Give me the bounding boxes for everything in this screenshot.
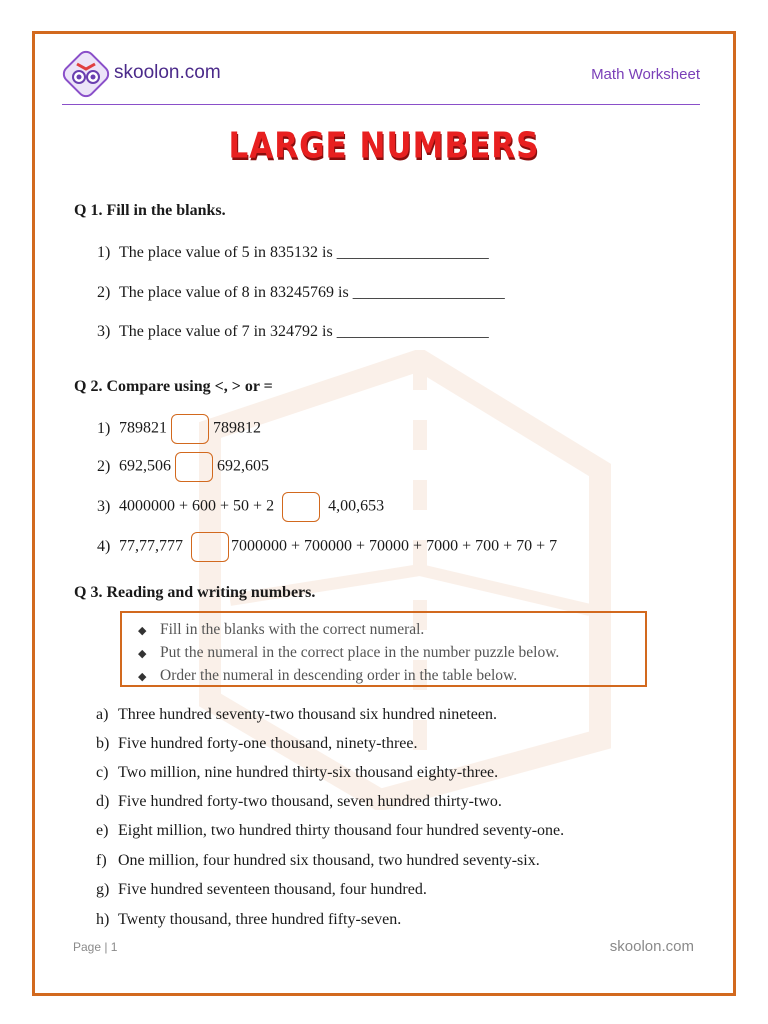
compare-right: 4,00,653 <box>328 497 385 515</box>
item-letter: c) <box>96 764 109 781</box>
instruction-item: ◆ Put the numeral in the correct place in the number puzzle below. <box>138 642 645 665</box>
item-text: The place value of 7 in 324792 is ___________________ <box>119 323 489 340</box>
q3-item <box>96 793 502 811</box>
compare-left: 4000000 + 600 + 50 + 2 <box>119 497 275 515</box>
item-number: 3) <box>97 497 111 515</box>
item-text: Five hundred seventeen thousand, four hundred. <box>118 881 427 898</box>
item-letter: d) <box>96 793 110 810</box>
item-text: Three hundred seventy-two thousand six hundred nineteen. <box>118 706 498 723</box>
q2-item <box>97 452 269 482</box>
item-text: Two million, nine hundred thirty-six thousand eighty-three. <box>118 764 499 781</box>
q2-item <box>97 532 557 562</box>
instructions-box <box>120 611 647 687</box>
owl-logo-icon <box>62 50 110 98</box>
item-text: The place value of 8 in 83245769 is ___________________ <box>119 284 505 301</box>
instruction-item: ◆ Fill in the blanks with the correct numeral. <box>138 619 645 642</box>
q3-heading: Q 3. Reading and writing numbers. <box>74 584 316 601</box>
q2-item <box>97 492 384 522</box>
compare-left: 77,77,777 <box>119 537 183 555</box>
item-text: Five hundred forty-one thousand, ninety-three. <box>118 735 418 752</box>
item-letter: e) <box>96 822 109 839</box>
compare-right: 692,605 <box>217 457 269 475</box>
compare-right: 7000000 + 700000 + 70000 + 7000 + 700 + 70 + 7 <box>231 537 558 555</box>
item-letter: b) <box>96 735 110 752</box>
diamond-bullet-icon: ◆ <box>138 671 147 683</box>
item-number: 3) <box>97 323 111 340</box>
diamond-bullet-icon: ◆ <box>138 648 147 660</box>
q3-item <box>96 911 401 929</box>
item-letter: a) <box>96 706 109 723</box>
q3-item <box>96 735 417 753</box>
q1-item <box>97 323 489 341</box>
q1-heading: Q 1. Fill in the blanks. <box>74 202 226 219</box>
q3-item <box>96 706 497 724</box>
footer-site[interactable]: skoolon.com <box>609 938 694 955</box>
item-letter: g) <box>96 881 110 898</box>
brand-name[interactable]: skoolon.com <box>114 62 221 83</box>
item-text: Eight million, two hundred thirty thousand four hundred seventy-one. <box>118 822 565 839</box>
instruction-item: ◆ Order the numeral in descending order in the table below. <box>138 665 645 688</box>
answer-box[interactable] <box>175 452 213 482</box>
compare-left: 789821 <box>119 419 167 437</box>
item-text: The place value of 5 in 835132 is ___________________ <box>119 244 489 261</box>
item-text: Five hundred forty-two thousand, seven hundred thirty-two. <box>118 793 502 810</box>
q2-item <box>97 414 261 444</box>
q1-item <box>97 244 489 262</box>
q1-item <box>97 284 505 302</box>
q3-item <box>96 764 498 782</box>
page-header <box>62 46 700 105</box>
item-letter: h) <box>96 911 110 928</box>
answer-box[interactable] <box>191 532 229 562</box>
diamond-bullet-icon: ◆ <box>138 625 147 637</box>
compare-right: 789812 <box>213 419 261 437</box>
q2-heading: Q 2. Compare using <, > or = <box>74 378 273 395</box>
item-number: 4) <box>97 537 111 555</box>
q3-item <box>96 822 564 840</box>
worksheet-label: Math Worksheet <box>591 66 700 83</box>
page-number: Page | 1 <box>73 940 118 954</box>
compare-left: 692,506 <box>119 457 171 475</box>
q3-item <box>96 881 427 899</box>
q3-item <box>96 852 540 870</box>
answer-box[interactable] <box>282 492 320 522</box>
answer-box[interactable] <box>171 414 209 444</box>
worksheet-title: LARGE NUMBERS <box>228 125 540 167</box>
item-number: 1) <box>97 244 111 261</box>
item-number: 2) <box>97 457 111 475</box>
item-text: One million, four hundred six thousand, two hundred seventy-six. <box>118 852 540 869</box>
item-letter: f) <box>96 852 107 869</box>
item-text: Twenty thousand, three hundred fifty-seven. <box>118 911 402 928</box>
item-number: 1) <box>97 419 111 437</box>
item-number: 2) <box>97 284 111 301</box>
